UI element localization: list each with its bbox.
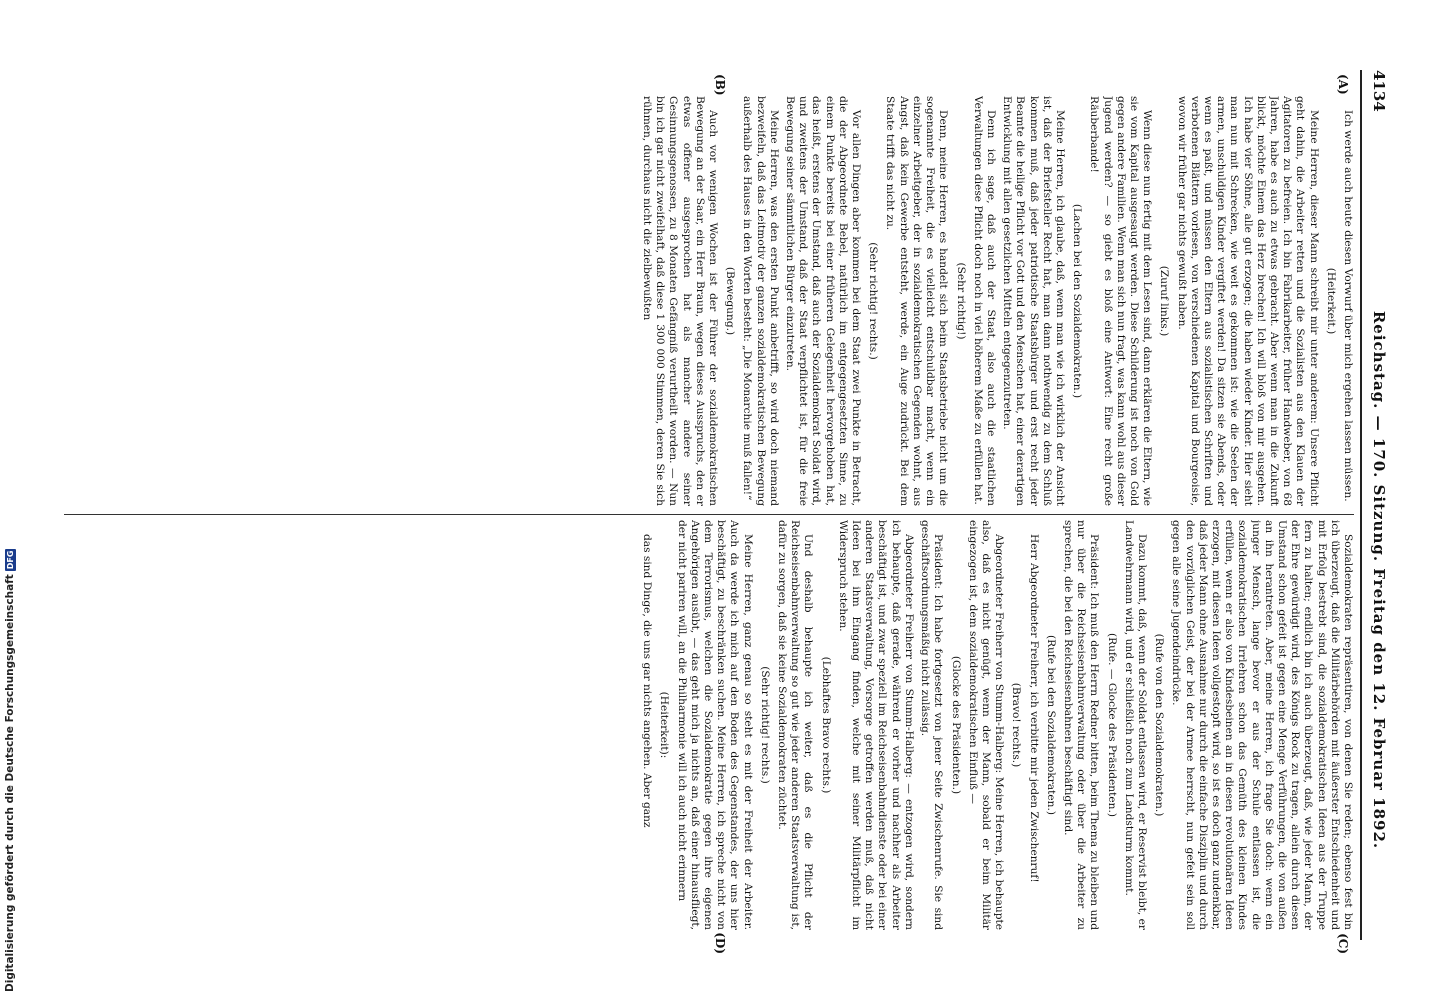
stage-direction: (Glocke des Präsidenten.)	[949, 655, 962, 795]
margin-marker-b: (B)	[713, 74, 727, 96]
paragraph: Vor allen Dingen aber kommen bei dem Staat zwei Punkte in Betracht, die der Abgeordnete Bebel, natürlich im entgegengesetzten Sinne, zu einem Punkte bereits bei einer früheren Gelegenheit hervorgehoben hat, das heißt, erstens der Umstand, daß auch der Sozialdemokrat Soldat wird, und zweitens der Umstand, daß der Staat verpflichtet ist, für die freie Bewegung seiner sämmtlichen Bürger einzutreten.	[784, 96, 863, 506]
digitization-footer	[2, 0, 20, 1000]
paragraph: Denn ich sage, daß auch der Staat, also auch die staatlichen Verwaltungen diese Pflicht doch noch in viel höherem Maße zu erfüllen hat.	[971, 96, 997, 506]
paragraph: Präsident: Ich muß den Herrn Redner bitten, beim Thema zu bleiben und nur über die Reichseisenbahnverwaltung oder über die Arbeiter zu sprechen, die bei den Reichseisenbahnen beschäftigt sind.	[1061, 520, 1101, 930]
paragraph: Wenn diese nun fertig mit dem Lesen sind, dann erklären die Eltern, wie sie vom Kapital ausgesaugt werden. Diese Schilderung ist noch von Gold gegen andere Familien. Wenn man sich nun fragt, was kann wohl aus dieser Jugend werden? — so giebt es bloß eine Antwort: Eine recht große Räuberbande!	[1088, 96, 1154, 506]
margin-marker-d: (D)	[713, 932, 727, 954]
stage-direction: (Zuruf links.)	[1158, 265, 1171, 337]
stage-direction: (Lebhaftes Bravo rechts.)	[819, 656, 832, 794]
stage-direction: (Sehr richtig!)	[954, 262, 967, 340]
stage-direction: (Rufe bei den Sozialdemokraten.)	[1044, 635, 1057, 815]
page-number: 4134	[1370, 70, 1388, 112]
column-divider	[64, 514, 1354, 515]
footer-text: Digitalisierung gefördert durch die Deutsche Forschungsgemeinschaft	[4, 574, 16, 992]
paragraph: Meine Herren, ich glaube, daß, wenn man wie ich wirklich der Ansicht ist, daß der Briefsteller Recht hat, man dann nothwendig zu dem Schluß kommen muß, daß jeder patriotische Staatsbürger und erst recht jeder Beamte die heilige Pflicht vor Gott und den Menschen hat, einer derartigen Entwicklung mit allen gesetzlichen Mitteln entgegenzutreten.	[1001, 96, 1066, 506]
stage-direction: (Sehr richtig! rechts.)	[758, 666, 771, 784]
paragraph: Herr Abgeordneter Freiherr, ich verbitte mir jeden Zwischenruf!	[1027, 534, 1040, 883]
stage-direction: (Heiterkeit):	[658, 691, 671, 759]
dfg-logo-icon: DFG	[6, 550, 15, 570]
paragraph: Abgeordneter Freiherr von Stumm-Halberg: — entzogen wird, sondern ich behaupte, daß gerade, während er vorher und nachher als Arbeiter beschäftigt ist, und zwar speziell im Reichseisenbahndienste oder bei einer anderen Staatsverwaltung, Vorsorge getroffen werden muß, daß nicht Ideen bei ihm Eingang finden, welche mit seiner Militärpflicht im Widerspruch stehen.	[836, 520, 915, 930]
page-title: Reichstag. — 170. Sitzung. Freitag den 12. Februar 1892.	[1370, 310, 1388, 850]
paragraph: Auch vor wenigen Wochen ist der Führer der sozialdemokratischen Bewegung an der Saar, ein Herr Braun, wegen dieses Ausspruchs, den er etwas offener ausgesprochen hat als mancher andere seiner Gesinnungsgenossen, zu 8 Monaten Gefängniß verurtheilt worden. — Nun bin ich gar nicht zweifelhaft, daß diese 1 300 000 Stimmen, deren Sie sich rühmen, durchaus nicht die zielbewußten	[641, 96, 720, 506]
stage-direction: (Bewegung.)	[724, 266, 737, 336]
header-rule	[1360, 70, 1362, 940]
stage-direction: (Sehr richtig! rechts.)	[867, 242, 880, 360]
stage-direction: (Bravo! rechts.)	[1010, 682, 1023, 768]
paragraph: Meine Herren, was den ersten Punkt anbetrifft, so wird doch niemand bezweifeln, daß das Leitmotiv der ganzen sozialdemokratischen Bewegung außerhalb des Hauses in den Worten besteht: „Die Monarchie muß fallen!“	[741, 96, 780, 506]
footer-credit	[4, 549, 16, 1000]
stage-direction: (Heiterkeit.)	[1324, 267, 1337, 335]
paragraph: Ich werde auch heute diesen Vorwurf über mich ergehen lassen müssen.	[1342, 110, 1354, 502]
paragraph: Meine Herren, dieser Mann schreibt mir unter anderem: Unsere Pflicht geht dahin, die Arbeiter retten und die Sozialisten aus den Klauen der Agitatoren zu befreien. Ich bin Fabrikarbeiter, früher Handweber, von 68 Jahren, habe es auch zu etwas gebracht. Aber wenn man in die Zukunft blickt, möchte Einem das Herz brechen! Ich will bloß von mir ausgehen. Ich habe vier Söhne, alle gut erzogen; die haben wieder Kinder. Hier sieht man nun mit Schrecken, wie weit es gekommen ist: wie die Seelen der armen, unschuldigen Kinder vergiftet werden! Da sitzen sie Abends, oder wenn es paßt, und müssen den Eltern aus sozialistischen Schriften und verbotenen Blättern vorlesen, von verschiedenen Kapital und Bourgeoisie, wovon wir früher gar nichts gewußt haben.	[1175, 96, 1320, 506]
left-text-column	[64, 96, 1354, 506]
stage-direction: (Rufe. — Glocke des Präsidenten.)	[1105, 633, 1118, 817]
stage-direction: (Rufe von den Sozialdemokraten.)	[1153, 633, 1166, 817]
paragraph: Abgeordneter Freiherr von Stumm-Halberg: Meine Herren, ich behaupte also, daß es nicht genügt, wenn der Mann, sobald er beim Militär eingezogen ist, dem sozialdemokratischen Einfluß —	[966, 520, 1006, 930]
paragraph: Und deshalb behaupte ich weiter, daß es die Pflicht der Reichseisenbahnverwaltung so gut wie jeder anderen Staatsverwaltung ist, dafür zu sorgen, daß sie keine Sozialdemokraten züchtet.	[776, 520, 815, 930]
paragraph: Sozialdemokraten repräsentiren, von denen Sie reden; ebenso fest bin ich überzeugt, daß die Militärbehörden mit äußerster Entschiedenheit und mit Erfolg bestrebt sind, die sozialdemokratischen Ideen aus der Truppe fern zu halten; endlich bin ich auch überzeugt, daß, wie jeder Mann, der der Ehre gewürdigt wird, des Königs Rock zu tragen, allein durch diesen Umstand schon gefeit ist gegen eine Menge Verführungen, die von außen an ihn herantreten. Aber, meine Herren, ich frage Sie doch: wenn ein junger Mensch, lange bevor er aus der Schule entlassen ist, die sozialdemokratischen Irrlehren schon das Gemüth des kleinen Kindes erfüllen, wenn er also von Kindesbeinen an in diesen revolutionären Ideen erzogen, mit diesen Ideen vollgestopft wird, so ist es doch ganz undenkbar, daß jeder Mann ohne Ausnahme nur durch die einfache Disziplin und durch den vorzüglichen Geist, der bei der Armee herrscht, nun gefeit sein soll gegen alle seine Jugendeindrücke.	[1170, 520, 1354, 930]
paragraph: Meine Herren, ganz genau so steht es mit der Freiheit der Arbeiter. Auch da werde ich mich auf den Boden des Gegenstandes, der uns hier beschäftigt, zu beschränken suchen. Meine Herren, ich spreche nicht von dem Terrorismus, welchen die Sozialdemokratie gegen ihre eigenen Angehörigen ausübt, — das geht mich ja nichts an, daß einer hinausfliegt, der nicht pariren will, an die Philharmonie will ich auch nicht erinnern	[675, 520, 754, 930]
margin-marker-a: (A)	[1336, 74, 1350, 95]
paragraph: das sind Dinge, die uns gar nichts angehen. Aber ganz	[641, 534, 654, 828]
stage-direction: (Lachen bei den Sozialdemokraten.)	[1071, 203, 1084, 399]
paragraph: Dazu kommt, daß, wenn der Soldat entlassen wird, er Reservist bleibt, er Landwehrmann wird, und er schließlich noch zum Landsturm kommt.	[1122, 520, 1148, 930]
right-text-column	[64, 520, 1354, 930]
margin-marker-c: (C)	[1336, 933, 1350, 954]
paragraph: Denn, meine Herren, es handelt sich beim Staatsbetriebe nicht um die sogenannte Freiheit, die es vielleicht entschuldbar macht, wenn ein einzelner Arbeitgeber, der in sozialdemokratischen Gegenden wohnt, aus Angst, daß kein Gewerbe entsteht, werde, ein Auge zudrückt. Bei dem Staate trifft das nicht zu.	[884, 96, 950, 506]
paragraph: Präsident: Ich habe fortgesetzt von jener Seite Zwischenrufe. Sie sind geschäftsordnungsmäßig nicht zulässig.	[919, 520, 945, 930]
page-header	[1364, 70, 1388, 940]
